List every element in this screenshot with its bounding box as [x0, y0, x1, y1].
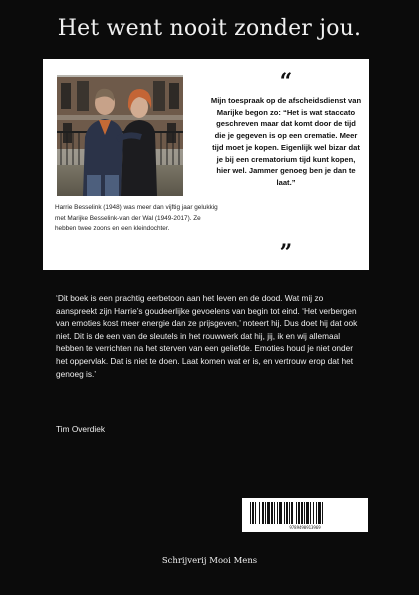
close-quote-mark: ” [279, 240, 293, 266]
barcode-bar [310, 502, 311, 524]
barcode-bar [277, 502, 278, 524]
barcode-bar [271, 502, 273, 524]
barcode-bar [286, 502, 288, 524]
barcode-bar [255, 502, 256, 524]
barcode-bar [259, 502, 260, 524]
barcode-bar [304, 502, 305, 524]
barcode-bar [289, 502, 290, 524]
barcode-bars [248, 502, 362, 524]
barcode-bar [274, 502, 275, 524]
photo-caption: Harrie Besselink (1948) was meer dan vijftig jaar gelukkig met Marijke Besselink-van der Wal (1949-2017). Ze hebben twee zoons en een kleindochter. [55, 204, 218, 232]
barcode-bar [252, 502, 254, 524]
isbn-number: 9789490913969 [289, 525, 321, 530]
open-quote-mark: “ [279, 69, 293, 95]
book-title: Het went nooit zonder jou. [57, 16, 362, 41]
barcode-bar [250, 502, 251, 524]
barcode-bar [291, 502, 293, 524]
couple-photo-image [57, 75, 183, 196]
barcode-bar [265, 502, 266, 524]
barcode-bar [267, 502, 270, 524]
featured-quote: Mijn toespraak op de afscheidsdienst van Marijke begon zo: “Het is wat staccato geschreven maar dat komt door de tijd die je gegeven is op een crematie. Meer tijd moet je kopen. Eigenlijk wel bizar dat je bij een crematorium tijd kunt kopen, hier wel. Jammer genoeg ben je dan te laat.” [210, 96, 362, 187]
barcode-bar [313, 502, 314, 524]
review-text: ‘Dit boek is een prachtig eerbetoon aan het leven en de dood. Wat mij zo aanspreekt zijn Harrie’s goudeerlijke gevoelens van begin tot eind. ‘Het verbergen van emoties kost meer energie dan ze prijsgeven,’ noteert hij. Dus doet hij dat ook niet. Dit is de een van de sleutels in het rouwwerk dat hij, jij, ik en wij allemaal hebben te verrichten na het sterven van een geliefde. Emoties houd je niet onder het oppervlak. Dat is niet te doen. Laat komen wat er is, en vertrouw erop dat het genoeg is.’ [56, 293, 358, 379]
publisher-name: Schrijverij Mooi Mens [161, 556, 258, 566]
barcode-bar [316, 502, 317, 524]
barcode-bar [279, 502, 282, 524]
couple-photo [57, 75, 183, 196]
barcode-bar [318, 502, 321, 524]
barcode-bar [301, 502, 303, 524]
quote-panel [43, 59, 369, 270]
barcode-bar [306, 502, 309, 524]
barcode-bar [322, 502, 323, 524]
barcode-bar [298, 502, 300, 524]
isbn-barcode [242, 498, 368, 532]
barcode-bar [262, 502, 264, 524]
review-author: Tim Overdiek [56, 424, 106, 434]
barcode-bar [284, 502, 285, 524]
barcode-bar [296, 502, 297, 524]
